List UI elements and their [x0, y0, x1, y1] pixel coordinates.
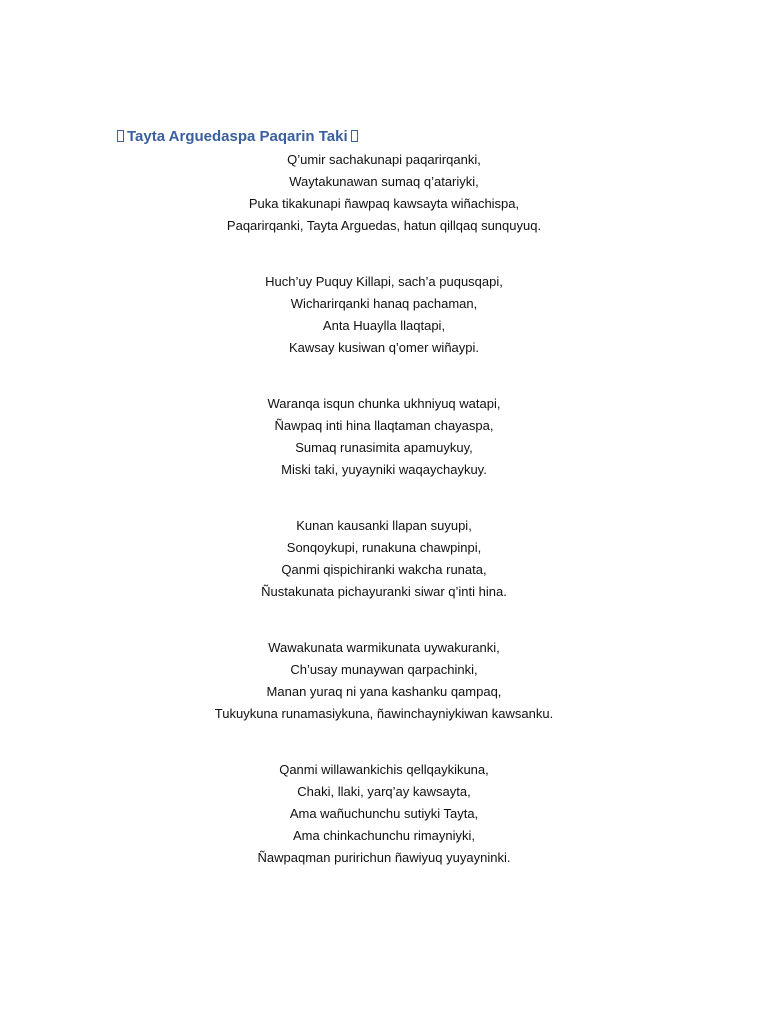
poem-line: Puka tikakunapi ñawpaq kawsayta wiñachispa, [248, 196, 520, 211]
poem-line: Manan yuraq ni yana kashanku qampaq, [266, 684, 502, 699]
poem-line: Kunan kausanki llapan suyupi, [296, 518, 472, 533]
stanza [0, 393, 768, 481]
poem-line: Ch’usay munaywan qarpachinki, [290, 662, 478, 677]
poem-line: Huch’uy Puquy Killapi, sach’a puqusqapi, [265, 274, 503, 289]
poem-line: Q’umir sachakunapi paqarirqanki, [287, 152, 481, 167]
poem-line: Wawakunata warmikunata uywakuranki, [268, 640, 500, 655]
poem-line: Ñawpaqman puririchun ñawiyuq yuyayninki. [257, 850, 511, 865]
poem-line: Ama wañuchunchu sutiyki Tayta, [289, 806, 479, 821]
poem-line: Chaki, llaki, yarq’ay kawsayta, [297, 784, 471, 799]
poem-line: Waranqa isqun chunka ukhniyuq watapi, [267, 396, 501, 411]
stanza [0, 759, 768, 869]
poem-title-text: Tayta Arguedaspa Paqarin Taki [127, 127, 348, 145]
poem-line: Ñustakunata pichayuranki siwar q’inti hina. [261, 584, 507, 599]
poem-line: Ñawpaq inti hina llaqtaman chayaspa, [274, 418, 494, 433]
stanza [0, 271, 768, 359]
poem-line: Anta Huaylla llaqtapi, [322, 318, 446, 333]
poem-line: Qanmi qispichiranki wakcha runata, [281, 562, 487, 577]
stanza [0, 515, 768, 603]
poem-line: Ama chinkachunchu rimayniyki, [292, 828, 476, 843]
poem-line: Miski taki, yuyayniki waqaychaykuy. [281, 462, 487, 477]
poem-line: Sumaq runasimita apamuykuy, [295, 440, 473, 455]
poem-title [114, 125, 361, 147]
poem-line: Sonqoykupi, runakuna chawpinpi, [286, 540, 482, 555]
poem-line: Tukuykuna runamasiykuna, ñawinchayniykiwan kawsanku. [214, 706, 554, 721]
poem-body [0, 149, 768, 903]
poem-line: Paqarirqanki, Tayta Arguedas, hatun qillqaq sunquyuq. [226, 218, 542, 233]
stanza [0, 149, 768, 237]
stanza [0, 637, 768, 725]
poem-line: Waytakunawan sumaq q’atariyki, [289, 174, 479, 189]
poem-line: Kawsay kusiwan q’omer wiñaypi. [288, 340, 480, 355]
poem-line: Wicharirqanki hanaq pachaman, [290, 296, 478, 311]
missing-glyph-icon [351, 130, 358, 142]
missing-glyph-icon [117, 130, 124, 142]
poem-line: Qanmi willawankichis qellqaykikuna, [279, 762, 489, 777]
